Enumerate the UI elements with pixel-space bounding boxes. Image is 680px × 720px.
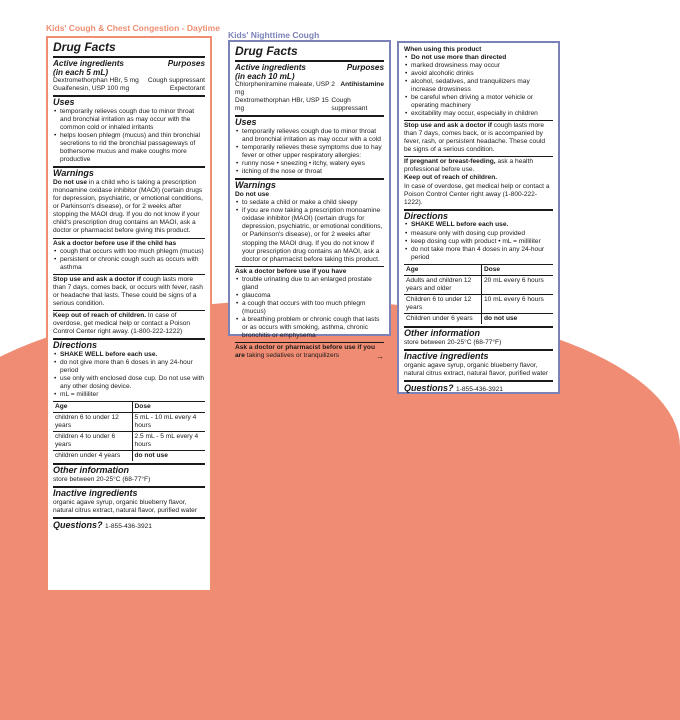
uses-heading: Uses	[235, 117, 257, 128]
per-dose-label: (in each 5 mL)	[53, 68, 109, 78]
active-ingredients-label: Active ingredients	[53, 59, 124, 69]
use-item: • temporarily relieves cough due to minor throat and bronchial irritation as may occur with a cold	[242, 128, 384, 144]
do-not-use-label: Do not use	[235, 191, 270, 199]
direction-item: • SHAKE WELL before each use.	[60, 351, 205, 359]
symptom-item: • runny nose • sneezing • itchy, watery eyes	[242, 160, 384, 168]
ingredient-row: Guaifenesin, USP 100 mg Expectorant	[53, 85, 205, 93]
directions-heading: Directions	[404, 210, 449, 221]
direction-item: • use only with enclosed dose cup. Do not use with any other dosing device.	[60, 375, 205, 391]
drug-facts-title: Drug Facts	[53, 40, 116, 54]
arrow-right-icon: →	[376, 351, 384, 361]
ask-doctor-item: • cough that occurs with too much phlegm (mucus)	[60, 248, 205, 256]
ask-pharmacist-warning: Ask a doctor or pharmacist before use if you are taking sedatives or tranquilizers →	[235, 343, 384, 361]
table-row: children under 4 years do not use	[53, 451, 205, 462]
warnings-heading: Warnings	[53, 168, 94, 179]
do-not-use-warning: Do not use in a child who is taking a prescription monoamine oxidase inhibitor (MAOI) (certain drugs for depression, psychiatric, or emotional conditions, or Parkinson's disease), or for 2 weeks after stopping the MAOI drug. If you do not know if your child's prescription drug contains an MAOI, ask a doctor or pharmacist before giving this product.	[53, 179, 203, 235]
table-row: Children under 6 years do not use	[404, 313, 553, 324]
use-item: • temporarily relieves these symptoms due to hay fever or other upper respiratory allergies:	[242, 144, 384, 160]
ask-doctor-item: • glaucoma	[242, 292, 384, 300]
when-using-item: • alcohol, sedatives, and tranquilizers may increase drowsiness	[411, 78, 553, 94]
when-using-item: • avoid alcoholic drinks	[411, 70, 553, 78]
dosage-table: Age Dose children 6 to under 12 years 5 mL - 10 mL every 4 hours children 4 to under 6 years 2.5 mL - 5 mL every 4 hours children under 4 years do not use	[53, 401, 205, 461]
table-row: Adults and children 12 years and older 20 mL every 6 hours	[404, 275, 553, 294]
inactive-heading: Inactive ingredients	[404, 350, 489, 361]
direction-item: • keep dosing cup with product • mL = milliliter	[411, 238, 553, 246]
table-row: children 4 to under 6 years 2.5 mL - 5 mL every 4 hours	[53, 432, 205, 451]
ask-doctor-label: Ask a doctor before use if you have	[235, 267, 347, 275]
do-not-use-item: • if you are now taking a prescription monoamine oxidase inhibitor (MAOI) (certain drugs for depression, psychiatric, or emotional conditions, or Parkinson's disease), or for 2 weeks after stopping the MAOI drug. If you do not know if your prescription drug contains an MAOI, ask a doctor or pharmacist before taking this product.	[242, 207, 384, 263]
ingredient-row: Dextromethorphan HBr, 5 mg Cough suppressant	[53, 77, 205, 85]
when-using-item: • Do not use more than directed	[411, 54, 553, 62]
nighttime-panel-title: Kids' Nighttime Cough	[228, 30, 320, 40]
dosage-table: Age Dose Adults and children 12 years and older 20 mL every 6 hours Children 6 to under 12 years 10 mL every 6 hours Children under 6 years do not use	[404, 264, 553, 324]
questions-line: Questions? 1-855-436-3921	[404, 382, 503, 393]
directions-heading: Directions	[53, 339, 98, 350]
ask-doctor-item: • a cough that occurs with too much phlegm (mucus)	[242, 300, 384, 316]
active-ingredients-label: Active ingredients	[235, 63, 306, 73]
table-row: children 6 to under 12 years 5 mL - 10 mL every 4 hours	[53, 412, 205, 431]
inactive-text: organic agave syrup, organic blueberry flavor, natural citrus extract, natural flavor, purified water	[404, 361, 549, 377]
warnings-heading: Warnings	[235, 180, 276, 191]
table-row: Children 6 to under 12 years 10 mL every 6 hours	[404, 294, 553, 313]
ask-doctor-item: • a breathing problem or chronic cough that lasts or as occurs with smoking, asthma, chronic bronchitis or emphysema	[242, 316, 384, 340]
inactive-text: organic agave syrup, organic blueberry flavor, natural citrus extract, natural flavor, purified water	[53, 498, 198, 514]
keep-out-warning: Keep out of reach of children. In case of overdose, get medical help or contact a Poison Control Center right away (1-800-222-1222).	[404, 174, 550, 206]
when-using-item: • be careful when driving a motor vehicle or operating machinery	[411, 94, 553, 110]
purposes-label: Purposes	[346, 63, 384, 73]
keep-out-warning: Keep out of reach of children. In case of overdose, get medical help or contact a Poison Control Center right away. (1-800-222-1222)	[53, 311, 191, 335]
when-using-label: When using this product	[404, 46, 482, 53]
questions-line: Questions? 1-855-436-3921	[53, 519, 152, 530]
nighttime-drug-facts-card	[228, 40, 391, 361]
ask-doctor-item: • trouble urinating due to an enlarged prostate gland	[242, 276, 384, 292]
uses-heading: Uses	[53, 97, 75, 108]
direction-item: • mL = milliliter	[60, 391, 205, 399]
use-item: • temporarily relieves cough due to minor throat and bronchial irritation as may occur with the common cold or inhaled irritants	[60, 108, 205, 132]
direction-item: • SHAKE WELL before each use.	[411, 221, 553, 229]
drug-facts-title: Drug Facts	[235, 44, 298, 58]
other-info-heading: Other information	[53, 465, 129, 476]
ingredient-row: Chlorpheniramine maleate, USP 2 mg Antihistamine	[235, 81, 384, 97]
ask-doctor-item: • persistent or chronic cough such as occurs with asthma	[60, 256, 205, 272]
symptom-item: • itching of the nose or throat	[242, 168, 384, 176]
do-not-use-item: • to sedate a child or make a child sleepy	[242, 199, 384, 207]
per-dose-label: (in each 10 mL)	[235, 72, 295, 82]
stop-use-warning: Stop use and ask a doctor if cough lasts more than 7 days, comes back, or is accompanied by fever, rash, or persistent headache. These could be signs of a serious condition.	[404, 122, 545, 154]
direction-item: • do not give more than 6 doses in any 24-hour period	[60, 359, 205, 375]
other-info-heading: Other information	[404, 327, 480, 338]
other-info-text: store between 20-25°C (68-77°F)	[53, 476, 151, 483]
pregnant-warning: If pregnant or breast-feeding, ask a health professional before use.	[404, 158, 533, 174]
other-info-text: store between 20-25°C (68-77°F)	[404, 338, 502, 346]
when-using-item: • excitability may occur, especially in children	[411, 110, 553, 118]
purposes-label: Purposes	[167, 59, 205, 69]
use-item: • helps loosen phlegm (mucus) and thin bronchial secretions to rid the bronchial passageways of bothersome mucus and make coughs more productive	[60, 132, 205, 164]
inactive-heading: Inactive ingredients	[53, 488, 138, 499]
ask-doctor-label: Ask a doctor before use if the child has	[53, 239, 177, 247]
when-using-item: • marked drowsiness may occur	[411, 62, 553, 70]
nighttime-drug-facts-continued	[397, 41, 560, 394]
direction-item: • do not take more than 4 doses in any 24-hour period	[411, 246, 553, 262]
daytime-drug-facts-card	[46, 36, 212, 592]
daytime-panel-title: Kids' Cough & Chest Congestion - Daytime	[46, 23, 220, 33]
direction-item: • measure only with dosing cup provided	[411, 230, 553, 238]
ingredient-row: Dextromethorphan HBr, USP 15 mg Cough suppressant	[235, 97, 368, 113]
stop-use-warning: Stop use and ask a doctor if cough lasts more than 7 days, comes back, or occurs with fever, rash or headache that lasts. These could be signs of a serious condition.	[53, 275, 203, 307]
